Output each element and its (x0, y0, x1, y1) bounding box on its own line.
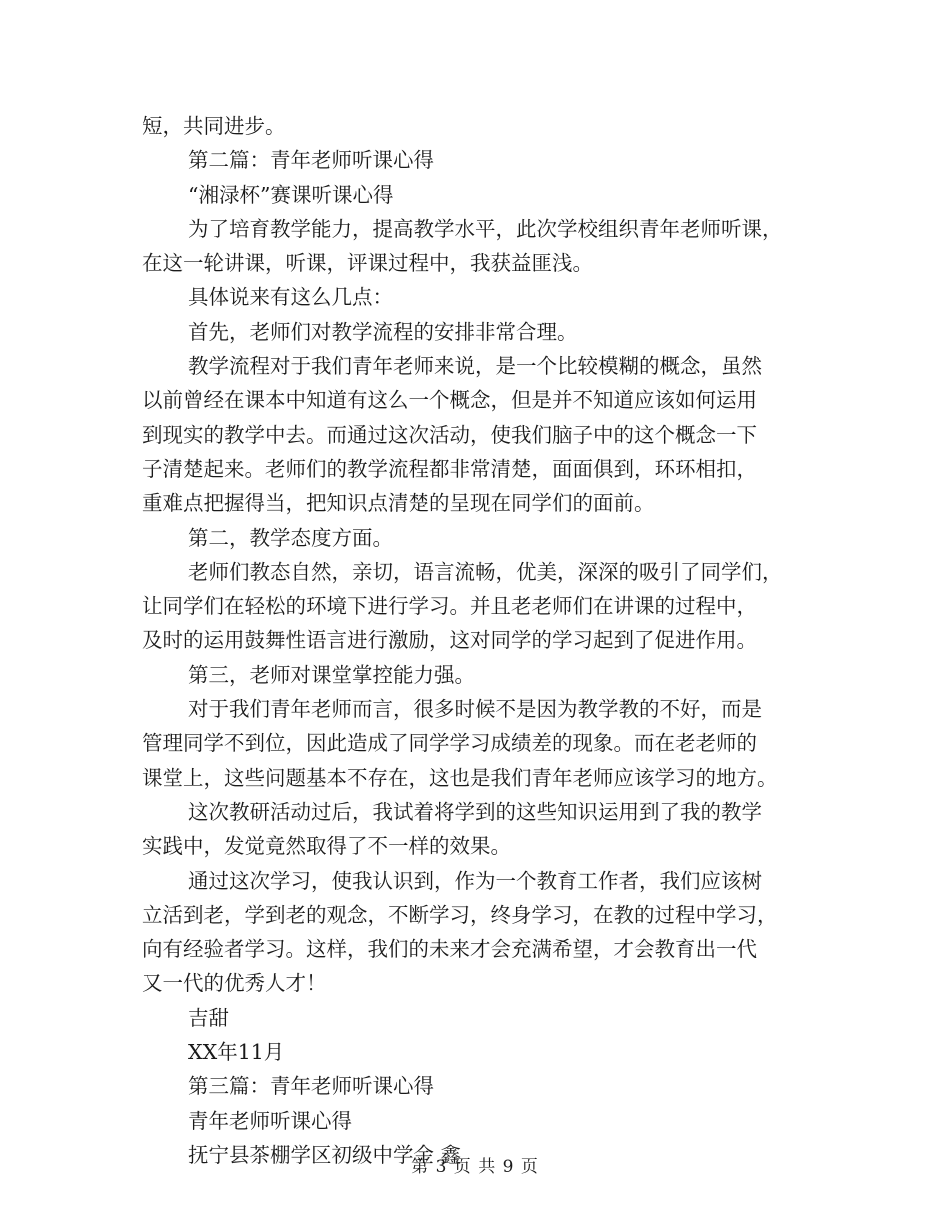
text-line: 到现实的教学中去。而通过这次活动，使我们脑子中的这个概念一下 (142, 422, 757, 447)
text-line: 首先，老师们对教学流程的安排非常合理。 (188, 319, 578, 344)
text-line: 在这一轮讲课，听课，评课过程中，我获益匪浅。 (142, 251, 593, 276)
article-title: “湘渌杯”赛课听课心得 (188, 182, 394, 207)
author-name: 吉甜 (188, 1005, 229, 1030)
text-line: 实践中，发觉竟然取得了不一样的效果。 (142, 834, 511, 859)
document-body (142, 109, 822, 1172)
text-line: 课堂上，这些问题基本不存在，这也是我们青年老师应该学习的地方。 (142, 765, 778, 790)
text-line: 管理同学不到位，因此造成了同学学习成绩差的现象。而在老老师的 (142, 731, 757, 756)
text-line: 对于我们青年老师而言，很多时候不是因为教学教的不好，而是 (188, 697, 762, 722)
article-title: 青年老师听课心得 (188, 1108, 352, 1133)
text-line: 具体说来有这么几点： (188, 285, 393, 310)
text-line: 这次教研活动过后，我试着将学到的这些知识运用到了我的教学 (188, 799, 762, 824)
text-line: 以前曾经在课本中知道有这么一个概念，但是并不知道应该如何运用 (142, 388, 757, 413)
author-affiliation: 抚宁县茶棚学区初级中学金 鑫 (188, 1142, 462, 1167)
section-heading: 第三篇：青年老师听课心得 (188, 1074, 434, 1099)
date-line: XX年11月 (188, 1040, 285, 1065)
text-line: 第三，老师对课堂掌控能力强。 (188, 662, 475, 687)
text-line: 向有经验者学习。这样，我们的未来才会充满希望，才会教育出一代 (142, 937, 757, 962)
text-line: 让同学们在轻松的环境下进行学习。并且老老师们在讲课的过程中， (142, 594, 757, 619)
text-line: 及时的运用鼓舞性语言进行激励，这对同学的学习起到了促进作用。 (142, 628, 757, 653)
text-line: 重难点把握得当，把知识点清楚的呈现在同学们的面前。 (142, 491, 655, 516)
text-line: 又一代的优秀人才！ (142, 971, 327, 996)
text-line: 立活到老，学到老的观念，不断学习，终身学习，在教的过程中学习， (142, 902, 778, 927)
text-line: 短，共同进步。 (142, 114, 286, 138)
page-number-footer: 第 3 页 共 9 页 (411, 1157, 539, 1177)
text-line: 教学流程对于我们青年老师来说，是一个比较模糊的概念，虽然 (188, 354, 762, 379)
text-line: 为了培育教学能力，提高教学水平，此次学校组织青年老师听课， (188, 216, 783, 241)
section-heading: 第二篇：青年老师听课心得 (188, 148, 434, 173)
text-line: 第二，教学态度方面。 (188, 525, 393, 550)
text-line: 子清楚起来。老师们的教学流程都非常清楚，面面俱到，环环相扣， (142, 456, 757, 481)
text-line: 通过这次学习，使我认识到，作为一个教育工作者，我们应该树 (188, 868, 762, 893)
text-line: 老师们教态自然，亲切，语言流畅，优美，深深的吸引了同学们， (188, 559, 783, 584)
